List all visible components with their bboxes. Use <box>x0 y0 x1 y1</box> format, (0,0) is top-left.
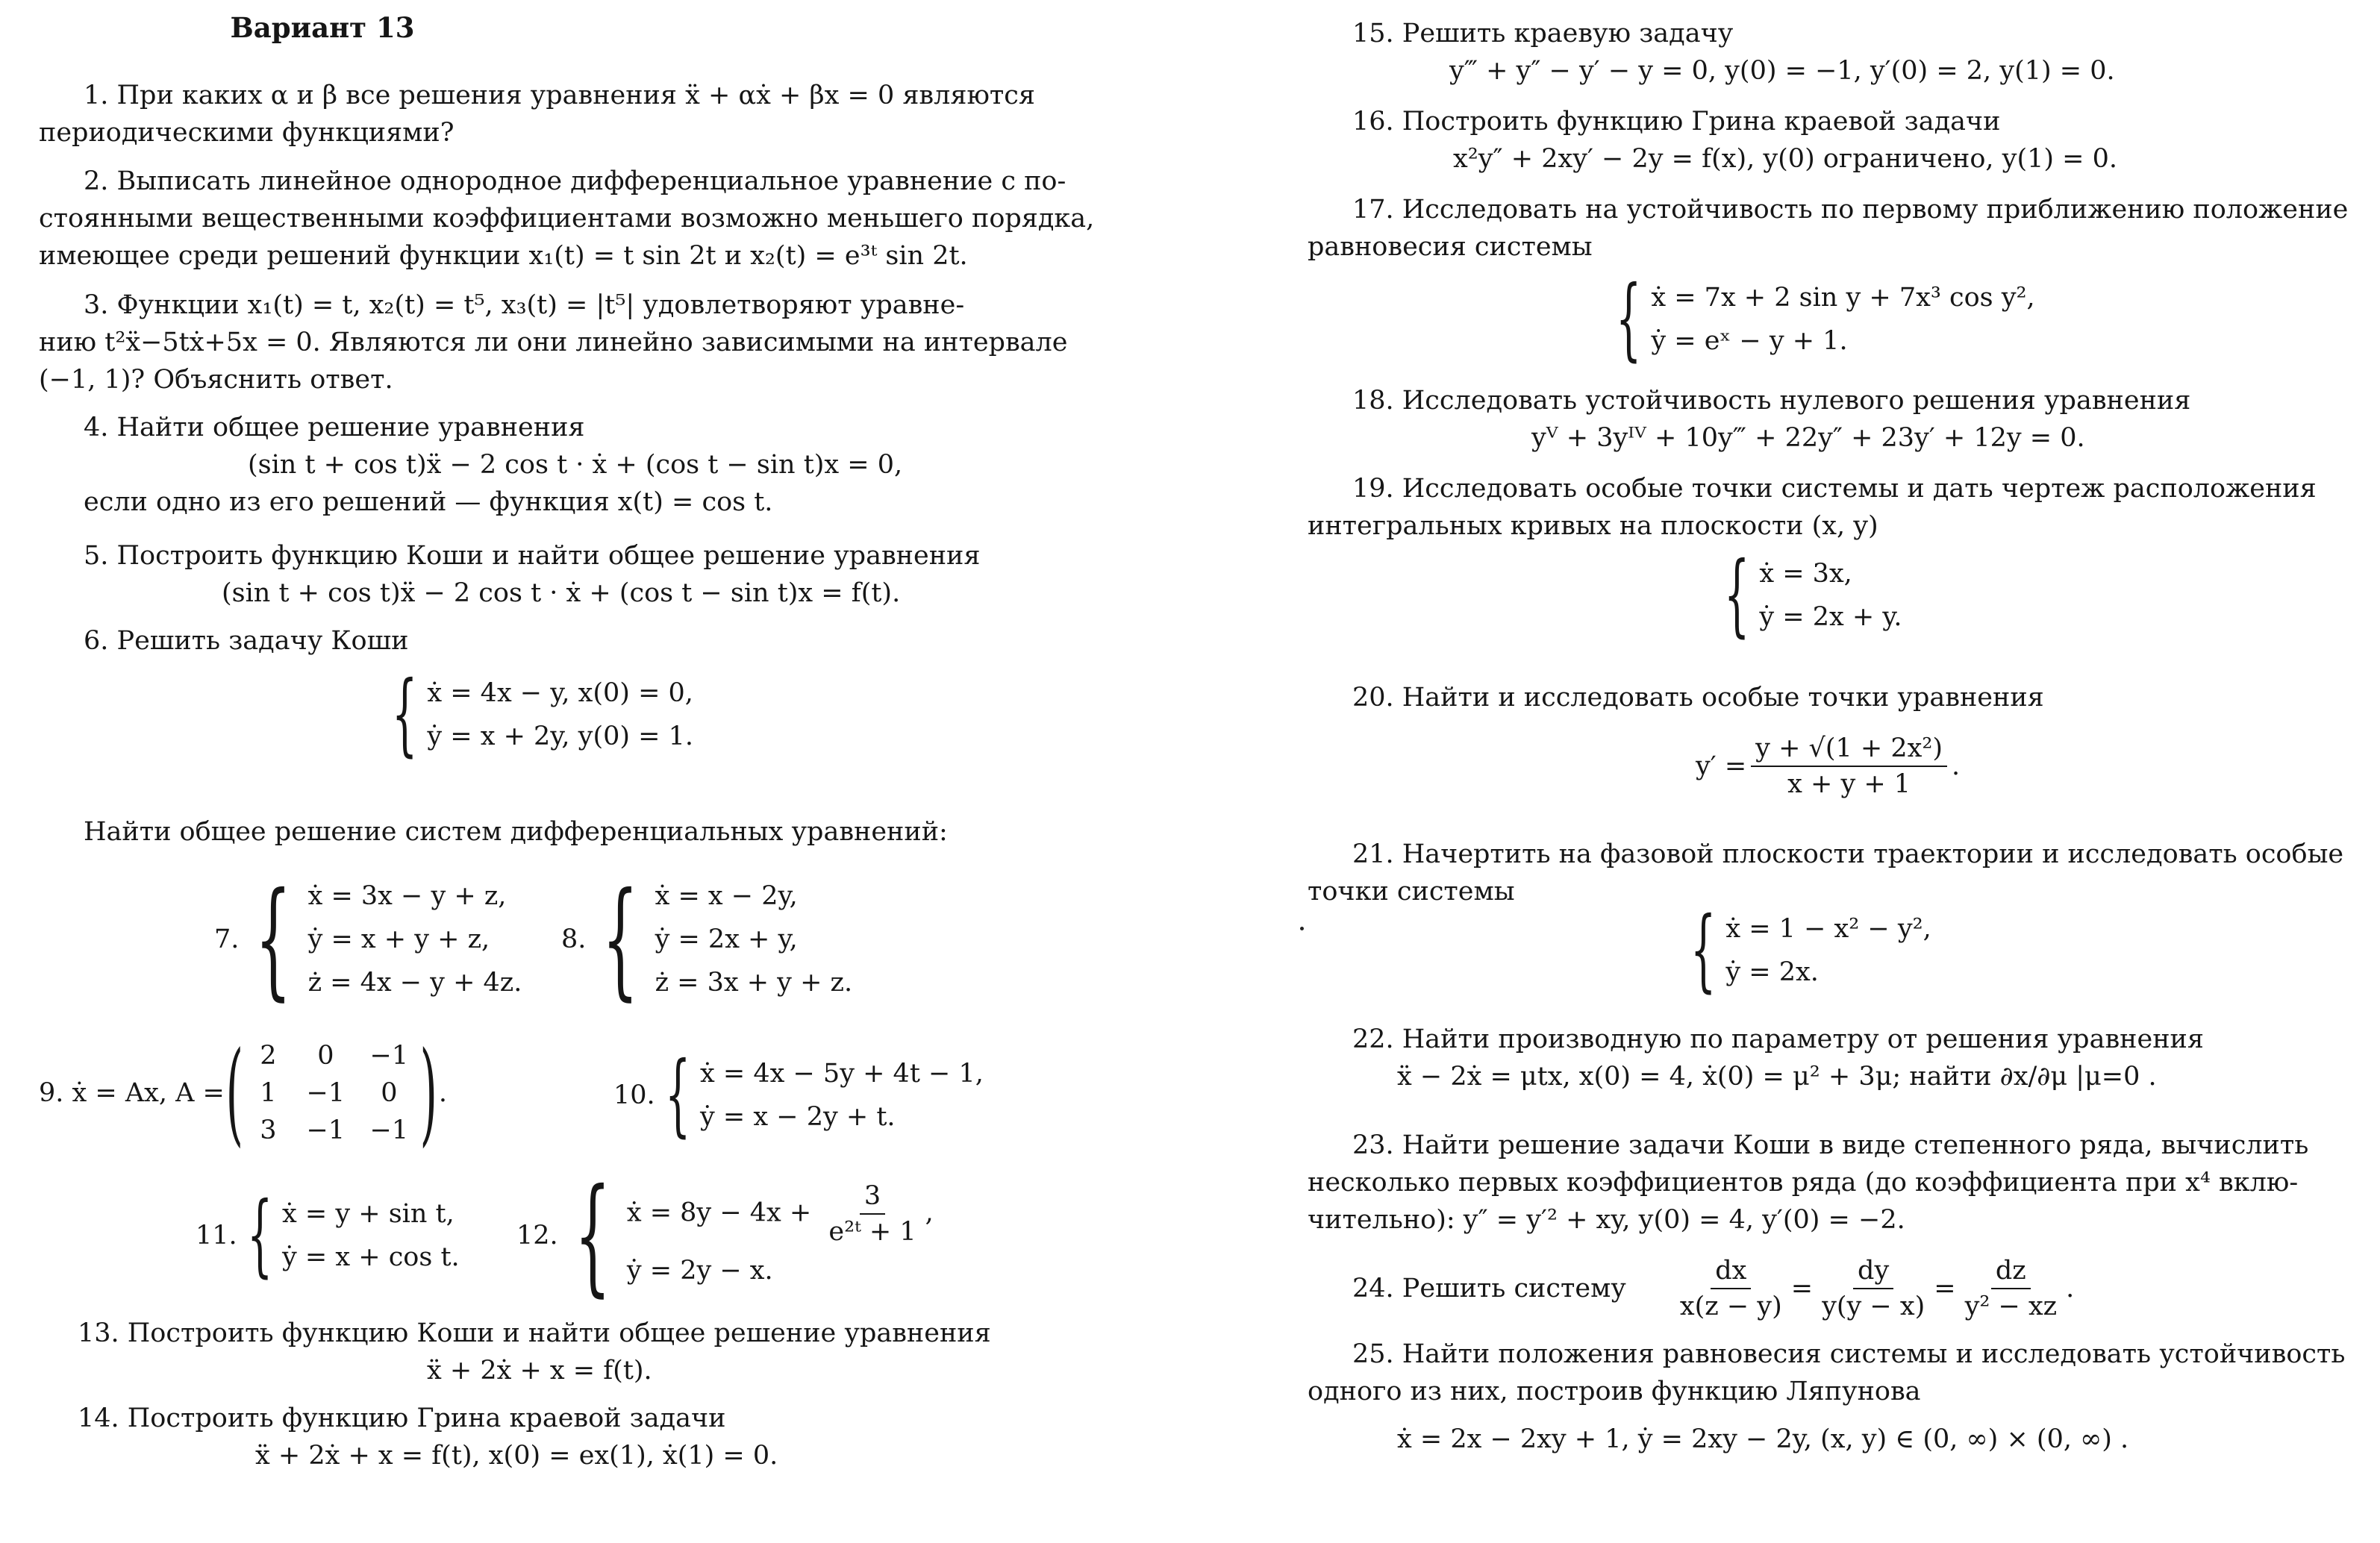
problem-4 <box>39 409 1099 521</box>
fraction-denominator: e²ᵗ + 1 <box>828 1217 916 1247</box>
problem-20 <box>1308 679 2367 716</box>
fraction-numerator: dz <box>1991 1254 2031 1289</box>
problem-8-number: 8. <box>561 924 587 954</box>
problem-12-eq-1-tail: , <box>925 1198 934 1228</box>
problem-23-line-3: чительно): y″ = y′² + xy, y(0) = 4, y′(0) = −2. <box>1308 1205 1905 1235</box>
problem-25-line-1: 25. Найти положения равновесия системы и исследовать устойчивость <box>1352 1339 2346 1369</box>
problem-10-eq-2: ẏ = x − 2y + t. <box>700 1102 896 1132</box>
problem-3 <box>39 287 1099 398</box>
problem-14-line-1: 14. Построить функцию Грина краевой задачи <box>78 1403 726 1433</box>
right-paren-icon: ) <box>419 1028 438 1158</box>
problem-19-eq-2: ẏ = 2x + y. <box>1759 602 1902 632</box>
matrix-cell: −1 <box>306 1115 346 1145</box>
problem-12-eq-1 <box>627 1179 934 1249</box>
matrix-cell: −1 <box>369 1041 409 1071</box>
problem-13 <box>39 1315 1099 1389</box>
brace-icon: { <box>1723 543 1750 647</box>
problem-11-eq-1: ẋ = y + sin t, <box>282 1199 455 1229</box>
problem-15 <box>1308 15 2367 90</box>
problem-2-line-3: имеющее среди решений функции x₁(t) = t sin 2t и x₂(t) = e³ᵗ sin 2t. <box>39 241 968 271</box>
stray-dot <box>1300 927 1304 930</box>
problem-3-line-1: 3. Функции x₁(t) = t, x₂(t) = t⁵, x₃(t) = |t⁵| удовлетворяют уравне- <box>84 290 965 320</box>
problem-24-text: 24. Решить систему <box>1352 1274 1626 1303</box>
fraction-denominator: x + y + 1 <box>1787 769 1911 799</box>
problem-18-line-1: 18. Исследовать устойчивость нулевого решения уравнения <box>1352 386 2191 416</box>
problem-20-tail: . <box>1952 751 1961 781</box>
problem-21-line-1: 21. Начертить на фазовой плоскости траектории и исследовать особые <box>1352 839 2344 869</box>
problem-21-eq-1: ẋ = 1 − x² − y², <box>1725 914 1931 944</box>
problem-13-equation: ẍ + 2ẋ + x = f(t). <box>427 1356 652 1386</box>
problem-17-system <box>1308 267 2035 371</box>
problem-22-equation: ẍ − 2ẋ = μtx, x(0) = 4, ẋ(0) = μ² + 3μ; найти ∂x/∂μ |μ=0 . <box>1397 1062 2157 1092</box>
fraction <box>1751 731 1947 801</box>
matrix-cell: 0 <box>317 1041 334 1071</box>
problem-3-line-2: нию t²ẍ−5tẋ+5x = 0. Являются ли они линейно зависимыми на интервале <box>39 328 1068 357</box>
fraction-numerator: dx <box>1711 1254 1751 1289</box>
problem-2 <box>39 163 1099 275</box>
problem-8 <box>39 866 853 1013</box>
matrix-cell: 1 <box>260 1078 277 1108</box>
problem-7-eq-2: ẏ = x + y + z, <box>307 924 490 954</box>
problem-23-line-2: несколько первых коэффициентов ряда (до коэффициента при x⁴ вклю- <box>1308 1168 2299 1198</box>
problem-18-equation: yⱽ + 3yᴵⱽ + 10y‴ + 22y″ + 23y′ + 12y = 0. <box>1531 423 2085 453</box>
problem-19 <box>1308 470 2367 545</box>
variant-title: Вариант 13 <box>230 11 415 44</box>
problem-13-line-1: 13. Построить функцию Коши и найти общее решение уравнения <box>78 1318 991 1348</box>
problem-17-line-2: равновесия системы <box>1308 232 1593 262</box>
problem-10-number: 10. <box>613 1080 655 1110</box>
brace-icon: { <box>574 1162 611 1309</box>
matrix-cell: 0 <box>381 1078 398 1108</box>
problem-12-eq-1-lhs: ẋ = 8y − 4x + <box>626 1198 812 1228</box>
problem-2-line-1: 2. Выписать линейное однородное дифференциальное уравнение с по- <box>84 166 1066 196</box>
brace-icon: { <box>602 866 639 1013</box>
problem-16 <box>1308 103 2367 178</box>
problem-17-line-1: 17. Исследовать на устойчивость по первому приближению положение <box>1352 195 2349 225</box>
problem-19-line-1: 19. Исследовать особые точки системы и дать чертеж расположения <box>1352 474 2317 504</box>
problem-6 <box>39 622 1099 660</box>
problem-21-eq-2: ẏ = 2x. <box>1725 957 1819 987</box>
problem-25-equation: ẋ = 2x − 2xy + 1, ẏ = 2xy − 2y, (x, y) ∈ (0, ∞) × (0, ∞) . <box>1397 1424 2129 1454</box>
fraction <box>1961 1254 2062 1324</box>
problem-19-eq-1: ẋ = 3x, <box>1759 559 1852 589</box>
fraction-denominator: x(z − y) <box>1679 1292 1782 1321</box>
matrix-cell: −1 <box>369 1115 409 1145</box>
problem-22 <box>1308 1021 2367 1095</box>
problem-6-line-1: 6. Решить задачу Коши <box>84 626 409 656</box>
problem-3-line-3: (−1, 1)? Объяснить ответ. <box>39 365 393 395</box>
problem-2-line-2: стоянными вещественными коэффициентами возможно меньшего порядка, <box>39 204 1095 234</box>
systems-heading: Найти общее решение систем дифференциальных уравнений: <box>84 817 948 847</box>
problem-8-eq-2: ẏ = 2x + y, <box>655 924 798 954</box>
problem-5-equation: (sin t + cos t)ẍ − 2 cos t · ẋ + (cos t − sin t)x = f(t). <box>222 578 901 608</box>
problem-16-equation: x²y″ + 2xy′ − 2y = f(x), y(0) ограничено, y(1) = 0. <box>1453 144 2118 174</box>
brace-icon: { <box>246 1183 273 1287</box>
problem-12 <box>39 1162 934 1309</box>
fraction <box>1675 1254 1787 1324</box>
problem-1-line-1: 1. При каких α и β все решения уравнения ẍ + αẋ + βx = 0 являются <box>84 81 1035 110</box>
brace-icon: { <box>664 1043 691 1147</box>
fraction-numerator: dy <box>1853 1254 1893 1289</box>
fraction-denominator: y² − xz <box>1964 1292 2058 1321</box>
problem-18 <box>1308 382 2367 457</box>
problem-19-system <box>1308 543 1902 647</box>
problem-5 <box>39 537 1099 612</box>
problem-24 <box>1308 1254 2074 1324</box>
problem-7-eq-1: ẋ = 3x − y + z, <box>307 881 507 911</box>
problem-19-line-2: интегральных кривых на плоскости (x, y) <box>1308 511 1878 541</box>
problem-10-eq-1: ẋ = 4x − 5y + 4t − 1, <box>700 1059 984 1089</box>
problem-12-number: 12. <box>516 1221 558 1251</box>
problem-24-tail: . <box>2066 1274 2075 1303</box>
fraction-numerator: y + √(1 + 2x²) <box>1751 731 1947 767</box>
fraction-denominator: y(y − x) <box>1822 1292 1925 1321</box>
brace-icon: { <box>1690 898 1717 1002</box>
matrix-cell: 2 <box>260 1041 277 1071</box>
problem-17 <box>1308 191 2367 266</box>
problem-16-line-1: 16. Построить функцию Грина краевой задачи <box>1352 107 2001 137</box>
problem-9-lhs: 9. ẋ = Ax, A = <box>39 1078 225 1108</box>
problem-8-eq-3: ż = 3x + y + z. <box>655 968 853 998</box>
problem-7-eq-3: ż = 4x − y + 4z. <box>307 968 522 998</box>
problem-17-eq-2: ẏ = eˣ − y + 1. <box>1651 326 1848 356</box>
problem-22-line-1: 22. Найти производную по параметру от решения уравнения <box>1352 1024 2204 1054</box>
problem-20-line-1: 20. Найти и исследовать особые точки уравнения <box>1352 683 2044 713</box>
problem-4-line-1: 4. Найти общее решение уравнения <box>84 413 585 442</box>
problem-6-eq-2: ẏ = x + 2y, y(0) = 1. <box>427 722 693 751</box>
problem-1-line-2: периодическими функциями? <box>39 118 455 148</box>
problem-14-equation: ẍ + 2ẋ + x = f(t), x(0) = ex(1), ẋ(1) = 0. <box>255 1441 778 1471</box>
problem-14 <box>39 1400 1099 1474</box>
problem-4-equation: (sin t + cos t)ẍ − 2 cos t · ẋ + (cos t − sin t)x = 0, <box>248 450 903 480</box>
equals-sign: = <box>1934 1274 1956 1303</box>
problem-9-tail: . <box>438 1078 448 1108</box>
problem-5-line-1: 5. Построить функцию Коши и найти общее решение уравнения <box>84 541 981 571</box>
fraction-numerator: 3 <box>860 1179 885 1215</box>
problem-25 <box>1308 1336 2367 1458</box>
problem-23 <box>1308 1127 2367 1239</box>
problem-25-line-2: одного из них, построив функцию Ляпунова <box>1308 1377 1921 1406</box>
problem-15-line-1: 15. Решить краевую задачу <box>1352 19 1734 48</box>
problem-21-line-2: точки системы <box>1308 877 1515 907</box>
problem-21-system <box>1308 898 1931 1002</box>
brace-icon: { <box>391 663 418 766</box>
problem-20-equation <box>1308 731 1960 801</box>
fraction <box>824 1179 920 1249</box>
left-paren-icon: ( <box>225 1028 243 1158</box>
problem-11-number: 11. <box>196 1221 237 1251</box>
problem-4-line-3: если одно из его решений — функция x(t) = cos t. <box>84 487 773 517</box>
problem-12-eq-2: ẏ = 2y − x. <box>626 1256 773 1286</box>
problem-6-system <box>39 663 693 766</box>
problem-20-lhs: y′ = <box>1696 751 1747 781</box>
problem-21 <box>1308 836 2367 910</box>
problem-8-eq-1: ẋ = x − 2y, <box>655 881 798 911</box>
fraction <box>1817 1254 1929 1324</box>
equals-sign: = <box>1790 1274 1814 1303</box>
problem-10 <box>39 1043 984 1147</box>
problem-6-eq-1: ẋ = 4x − y, x(0) = 0, <box>427 678 693 708</box>
problem-15-equation: y‴ + y″ − y′ − y = 0, y(0) = −1, y′(0) = 2, y(1) = 0. <box>1449 56 2115 86</box>
problem-11-eq-2: ẏ = x + cos t. <box>282 1242 460 1272</box>
problem-23-line-1: 23. Найти решение задачи Коши в виде степенного ряда, вычислить <box>1352 1130 2309 1160</box>
matrix-cell: 3 <box>260 1115 277 1145</box>
brace-icon: { <box>1615 267 1642 371</box>
problem-7-number: 7. <box>214 924 240 954</box>
matrix-cell: −1 <box>306 1078 346 1108</box>
problem-17-eq-1: ẋ = 7x + 2 sin y + 7x³ cos y², <box>1651 283 2035 313</box>
brace-icon: { <box>255 866 292 1013</box>
problem-1 <box>39 77 1099 151</box>
